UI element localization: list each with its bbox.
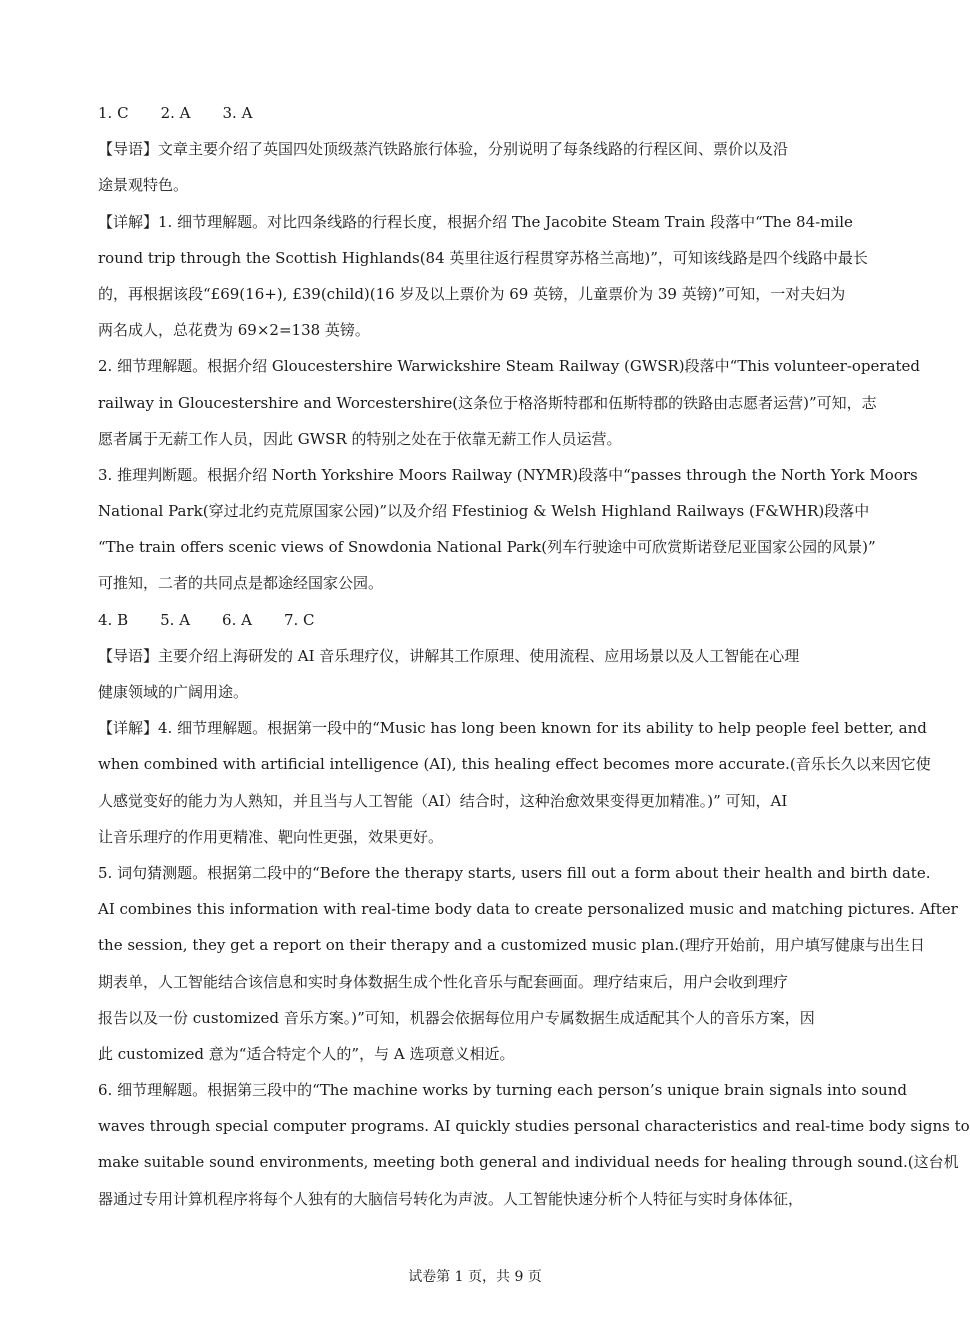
text-line: 的，再根据该段“£69(16+), £39(child)(16 岁及以上票价为 69 英镑，儿童票价为 39 英镑)”可知，一对夫妇为 [98,284,846,303]
answer-item: 2. A [160,104,191,122]
answer-item: 1. C [98,104,129,122]
text-line: 期表单，人工智能结合该信息和实时身体数据生成个性化音乐与配套画面。理疗结束后，用户会收到理疗 [98,972,789,991]
text-line: when combined with artificial intelligence (AI), this healing effect becomes more accurate.(音乐长久以来因它使 [98,755,931,774]
text-line: 6. 细节理解题。根据第三段中的“The machine works by turning each person’s unique brain signals into sound [98,1081,907,1100]
text-line: 5. 词句猜测题。根据第二段中的“Before the therapy starts, users fill out a form about their health and birth date. [98,863,931,882]
text-line: 【详解】1. 细节理解题。对比四条线路的行程长度，根据介绍 The Jacobite Steam Train 段落中“The 84-mile [98,212,853,231]
text-line: 器通过专用计算机程序将每个人独有的大脑信号转化为声波。人工智能快速分析个人特征与实时身体体征， [98,1189,804,1208]
text-line: “The train offers scenic views of Snowdonia National Park(列车行驶途中可欣赏斯诺登尼亚国家公园的风景)” [98,538,876,557]
text-line: 2. 细节理解题。根据介绍 Gloucestershire Warwickshire Steam Railway (GWSR)段落中“This volunteer-operated [98,357,921,376]
text-line: 【导语】主要介绍上海研发的 AI 音乐理疗仪，讲解其工作原理、使用流程、应用场景以及人工智能在心理 [98,646,800,665]
text-line: 让音乐理疗的作用更精准、靶向性更强，效果更好。 [98,827,444,846]
text-line: round trip through the Scottish Highlands(84 英里往返行程贯穿苏格兰高地)”，可知该线路是四个线路中最长 [98,248,868,267]
text-line: 健康领域的广阔用途。 [98,683,249,701]
answer-item: 3. A [222,104,253,122]
answer-item: 6. A [222,610,252,629]
text-line: 可推知，二者的共同点是都途经国家公园。 [98,574,384,593]
text-line: 【详解】4. 细节理解题。根据第一段中的“Music has long been known for its ability to help people feel better, and [98,719,927,738]
answer-key-line [98,602,860,638]
text-line: 人感觉变好的能力为人熟知，并且当与人工智能（AI）结合时，这种治愈效果变得更加精准。)” 可知，AI [98,791,788,810]
text-line: waves through special computer programs. AI quickly studies personal characteristics and real-time body signs to [98,1117,970,1136]
document-body [98,95,970,1217]
text-line: 愿者属于无薪工作人员，因此 GWSR 的特别之处在于依靠无薪工作人员运营。 [98,429,622,448]
answer-key-line [98,95,860,131]
text-line: make suitable sound environments, meeting both general and individual needs for healing through sound.(这台机 [98,1153,959,1172]
text-line: 3. 推理判断题。根据介绍 North Yorkshire Moors Railway (NYMR)段落中“passes through the North York Moors [98,465,918,484]
text-line: 两名成人，总花费为 69×2=138 英镑。 [98,321,370,340]
text-line: 报告以及一份 customized 音乐方案。)”可知，机器会依据每位用户专属数据生成适配其个人的音乐方案，因 [98,1008,815,1027]
text-line: 【导语】文章主要介绍了英国四处顶级蒸汽铁路旅行体验，分别说明了每条线路的行程区间、票价以及沿 [98,140,789,159]
text-line: 途景观特色。 [98,176,189,195]
answer-item: 5. A [160,610,191,629]
answer-item: 7. C [283,610,315,629]
text-line: AI combines this information with real-time body data to create personalized music and matching pictures. After [98,900,958,919]
page-footer: 试卷第 1 页，共 9 页 [408,1269,542,1285]
text-line: railway in Gloucestershire and Worcestershire(这条位于格洛斯特郡和伍斯特郡的铁路由志愿者运营)”可知，志 [98,393,877,412]
text-line: 此 customized 意为“适合特定个人的”，与 A 选项意义相近。 [98,1044,515,1063]
text-line: National Park(穿过北约克荒原国家公园)”以及介绍 Ffestiniog & Welsh Highland Railways (F&WHR)段落中 [98,502,870,521]
answer-item: 4. B [98,610,129,629]
text-line: the session, they get a report on their therapy and a customized music plan.(理疗开始前，用户填写健康与出生日 [98,936,925,955]
